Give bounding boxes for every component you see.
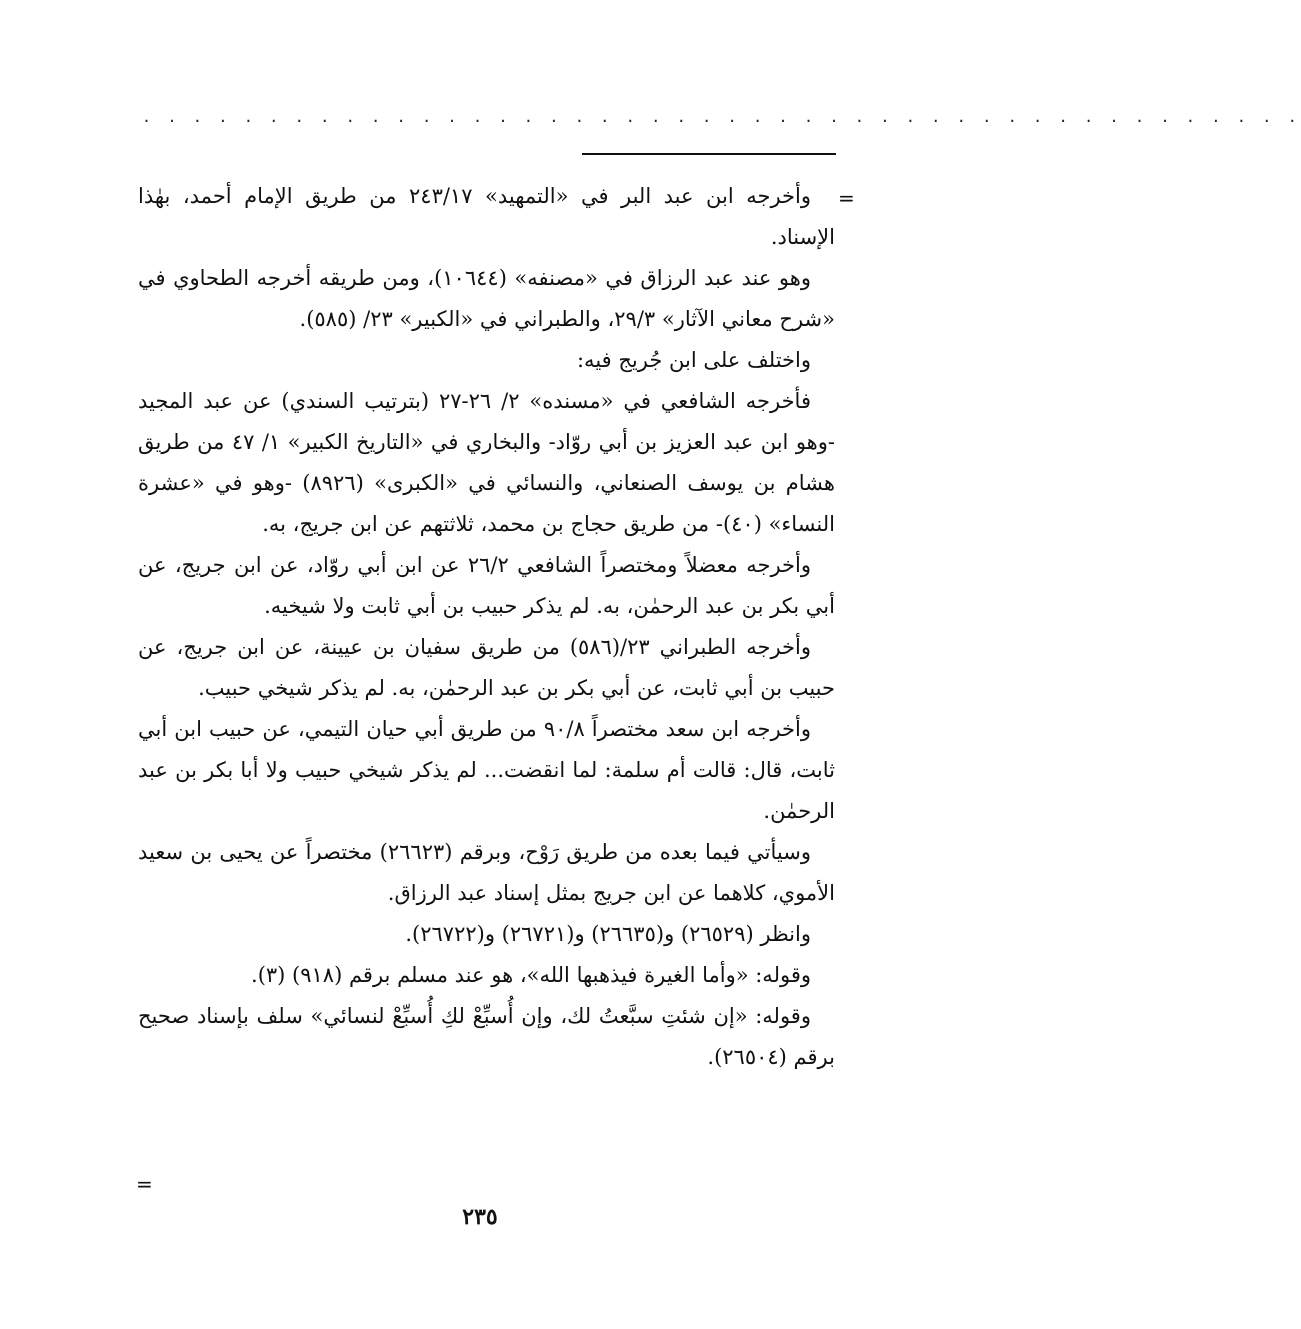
continuation-marker-top: = (838, 186, 855, 210)
paragraph-5: وأخرجه معضلاً ومختصراً الشافعي ٢٦/٢ عن ابن أبي روّاد، عن ابن جريج، عن أبي بكر بن عبد الرحمٰن، به. لم يذكر حبيب بن أبي ثابت ولا شيخيه. (138, 553, 835, 618)
paragraph-3: واختلف على ابن جُريج فيه: (576, 348, 811, 372)
footnote-rule (582, 153, 836, 155)
continuation-marker-bottom: = (136, 1172, 153, 1196)
paragraph-2: وهو عند عبد الرزاق في «مصنفه» (١٠٦٤٤)، ومن طريقه أخرجه الطحاوي في «شرح معاني الآثار» ٢٩/٣، والطبراني في «الكبير» ٢٣/ (٥٨٥). (138, 266, 835, 331)
paragraph-7: وأخرجه ابن سعد مختصراً ٩٠/٨ من طريق أبي حيان التيمي، عن حبيب ابن أبي ثابت، قال: قالت أم سلمة: لما انقضت... لم يذكر شيخي حبيب ولا أبا بكر بن عبد الرحمٰن. (138, 717, 835, 823)
paragraph-1: وأخرجه ابن عبد البر في «التمهيد» ٢٤٣/١٧ من طريق الإمام أحمد، بهٰذا الإسناد. (138, 184, 835, 249)
page-number: ٢٣٥ (462, 1204, 498, 1230)
paragraph-10: وقوله: «وأما الغيرة فيذهبها الله»، هو عند مسلم برقم (٩١٨) (٣). (251, 963, 811, 987)
paragraph-4: فأخرجه الشافعي في «مسنده» ٢/ ٢٦-٢٧ (بترتيب السندي) عن عبد المجيد -وهو ابن عبد العزيز بن أبي روّاد- والبخاري في «التاريخ الكبير» ١/ ٤٧ من طريق هشام بن يوسف الصنعاني، والنسائي في «الكبرى» (٨٩٢٦) -وهو في «عشرة النساء» (٤٠)- من طريق حجاج بن محمد، ثلاثتهم عن ابن جريج، به. (138, 389, 835, 536)
paragraph-9: وانظر (٢٦٥٢٩) و(٢٦٦٣٥) و(٢٦٧٢١) و(٢٦٧٢٢). (405, 922, 811, 946)
paragraph-8: وسيأتي فيما بعده من طريق رَوْح، وبرقم (٢٦٦٢٣) مختصراً عن يحيى بن سعيد الأموي، كلاهما عن ابن جريج بمثل إسناد عبد الرزاق. (138, 840, 835, 905)
paragraph-11: وقوله: «إن شئتِ سبَّعتُ لك، وإن أُسبِّعْ لكِ أُسبِّعْ لنسائي» سلف بإسناد صحيح برقم (٢٦٥٠٤). (138, 1004, 835, 1069)
paragraph-6: وأخرجه الطبراني ٢٣/(٥٨٦) من طريق سفيان بن عيينة، عن ابن جريج، عن حبيب بن أبي ثابت، عن أبي بكر بن عبد الرحمٰن، به. لم يذكر شيخي حبيب. (138, 635, 835, 700)
dotted-separator: . . . . . . . . . . . . . . . . . . . . . . . . . . . . . . . . . . . . . . . . . . . . . . (142, 108, 1301, 126)
footnote-text (138, 176, 835, 1078)
